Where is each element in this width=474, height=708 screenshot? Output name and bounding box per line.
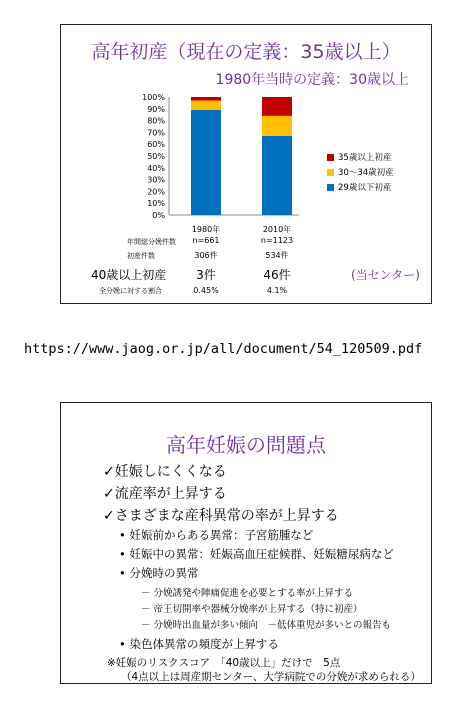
legend-swatch <box>327 184 334 191</box>
over40-2010: 46件 <box>263 268 291 282</box>
total-2010: n=1123 <box>260 236 294 245</box>
over40-label: 40歳以上初産 <box>91 268 167 282</box>
slide-older-first-birth <box>60 24 432 304</box>
legend-item-29under <box>327 181 391 193</box>
bar-segment <box>262 116 292 136</box>
bar-segment <box>262 97 292 116</box>
legend-swatch <box>327 154 334 161</box>
y-tick-label: 60% <box>147 140 165 150</box>
item-harder-conceive: ✓妊娠しにくくなる <box>103 464 227 480</box>
item-miscarriage: ✓流産率が上昇する <box>103 486 227 502</box>
year-1980: 1980年 <box>191 225 221 234</box>
subitem-chromosome: • 染色体異常の頻度が上昇する <box>119 637 279 651</box>
first-2010: 534件 <box>265 251 289 260</box>
slide1-subtitle: 1980年当時の定義：30歳以上 <box>215 72 409 88</box>
legend-label: 30～34歳初産 <box>338 168 394 178</box>
total-1980: n=661 <box>192 236 220 245</box>
source-url: https://www.jaog.or.jp/all/document/54_120509.pdf <box>24 341 423 357</box>
risk-score-note: ※妊娠のリスクスコア 「40歳以上」だけで 5点 <box>107 657 341 669</box>
legend-swatch <box>327 169 334 176</box>
subitem-during-pregnancy: • 妊娠中の異常：妊娠高血圧症候群、妊娠糖尿病など <box>119 547 394 561</box>
y-tick-label: 30% <box>147 175 165 185</box>
first-births-label: 初産件数 <box>127 252 155 260</box>
bar-segment <box>191 97 221 101</box>
subitem-prepregnancy: • 妊娠前からある異常：子宮筋腫など <box>119 528 314 542</box>
y-tick-label: 50% <box>147 152 165 161</box>
ratio-2010: 4.1% <box>266 286 288 295</box>
y-tick-label: 100% <box>142 93 165 102</box>
y-tick-label: 80% <box>147 116 165 126</box>
risk-score-detail: （4点以上は周産期センター、大学病院での分娩が求められる） <box>121 671 421 683</box>
subsubitem-induction: － 分娩誘発や陣痛促進を必要とする率が上昇する <box>141 588 354 599</box>
y-tick-label: 70% <box>147 128 165 138</box>
ratio-1980: 0.45% <box>193 286 219 295</box>
y-tick-label: 40% <box>147 163 165 173</box>
bar-segment <box>191 101 221 110</box>
stacked-bar-chart <box>61 25 431 255</box>
slide-older-pregnancy-problems <box>60 402 432 684</box>
bar-segment <box>262 136 292 215</box>
bar-segment <box>191 110 221 215</box>
slide1-title: 高年初産（現在の定義：35歳以上） <box>91 41 401 63</box>
legend-item-35plus <box>327 151 391 163</box>
subitem-delivery: • 分娩時の異常 <box>119 566 199 580</box>
legend-item-30-34 <box>327 166 394 178</box>
y-tick-label: 20% <box>147 187 165 197</box>
slide2-title: 高年妊娠の問題点 <box>166 433 326 457</box>
subsubitem-cesarean: － 帝王切開率や器械分娩率が上昇する（特に初産） <box>141 604 363 615</box>
total-deliveries-label: 年間総分娩件数 <box>127 238 176 246</box>
legend-label: 29歳以下初産 <box>338 183 392 193</box>
y-tick-label: 0% <box>152 211 165 220</box>
over40-1980: 3件 <box>196 268 216 282</box>
subsubitem-bleeding: － 分娩時出血量が多い傾向 －低体重児が多いとの報告も <box>141 620 392 631</box>
item-obstetric-abnormal: ✓さまざまな産科異常の率が上昇する <box>103 508 339 524</box>
first-1980: 306件 <box>194 251 218 260</box>
legend-label: 35歳以上初産 <box>338 153 392 163</box>
ratio-label: 全分娩に対する割合 <box>99 287 162 295</box>
y-tick-label: 90% <box>147 104 165 114</box>
source-note: (当センター) <box>351 268 420 282</box>
y-tick-label: 10% <box>147 199 165 209</box>
year-2010: 2010年 <box>262 225 292 234</box>
